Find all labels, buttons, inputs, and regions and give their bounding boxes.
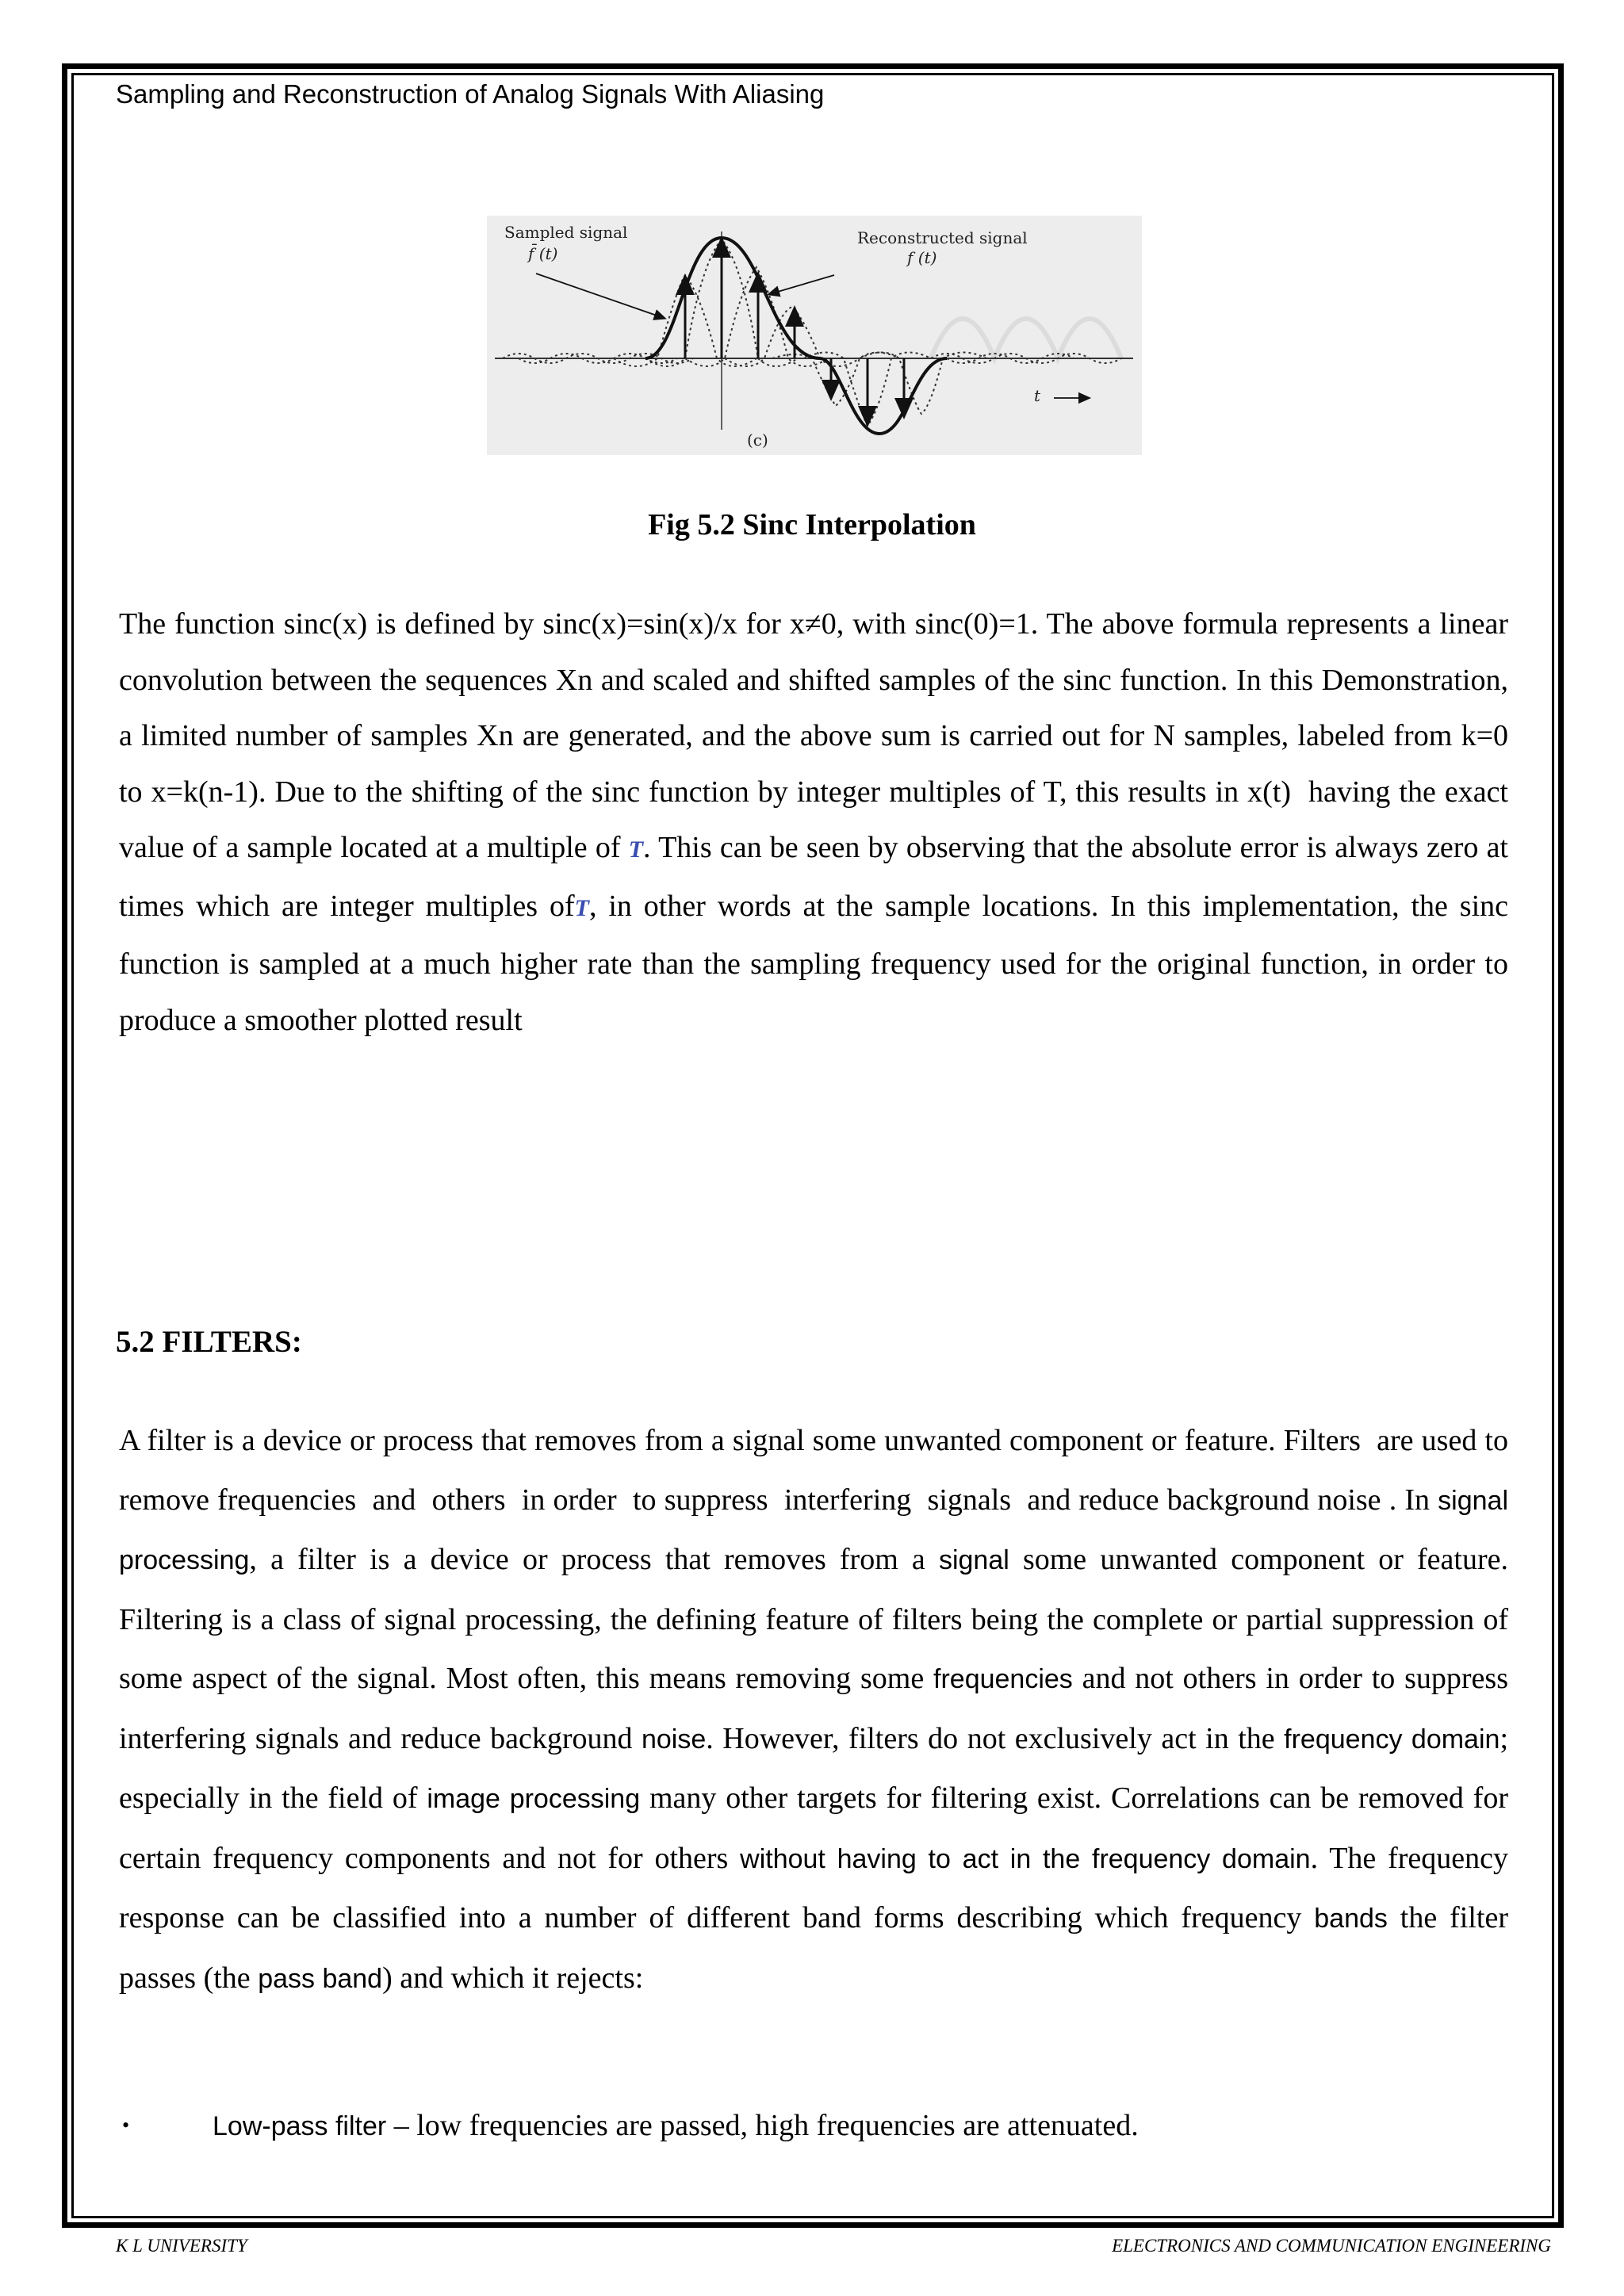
bullet-text bbox=[213, 2105, 1139, 2147]
reconstructed-curve bbox=[645, 238, 947, 434]
filters-text: ) and which it rejects: bbox=[382, 1961, 644, 1995]
linked-term: image processing bbox=[427, 1784, 641, 1814]
reconstructed-signal-label: Reconstructed signal bbox=[857, 228, 1028, 247]
bullet-term: Low-pass filter bbox=[213, 2111, 387, 2141]
filters-text: many other targets for filtering exist. Correlations can be removed for certain frequency components and not for others bbox=[119, 1781, 1508, 1875]
t-symbol: T bbox=[574, 894, 589, 921]
panel-label: (c) bbox=[747, 430, 768, 450]
filters-paragraph bbox=[119, 1411, 1508, 2008]
filters-text: , a filter is a device or process that removes from a bbox=[249, 1543, 939, 1576]
filters-text: ; especially in the field of bbox=[119, 1721, 1508, 1815]
filters-text: the filter passes (the bbox=[119, 1901, 1508, 1995]
sample-arrows bbox=[685, 246, 904, 418]
filters-text: . The frequency response can be classified into a number of different band forms describing which frequency bbox=[119, 1841, 1508, 1934]
filters-text: and not others in order to suppress interfering signals and reduce background bbox=[119, 1662, 1508, 1755]
sinc-plot bbox=[487, 216, 1142, 455]
t-symbol: T bbox=[628, 836, 644, 863]
sinc-paragraph-text-2: . This can be seen by observing that the absolute error is always zero at times which are integer multiples of bbox=[119, 831, 1508, 923]
bullet-description: – low frequencies are passed, high frequencies are attenuated. bbox=[386, 2109, 1139, 2142]
filters-text: . However, filters do not exclusively act in the bbox=[706, 1721, 1285, 1755]
sinc-paragraph-text-1: The function sinc(x) is defined by sinc(x)=sin(x)/x for x≠0, with sinc(0)=1. The above formula represents a linear convolution between the sequences Xn and scaled and shifted samples of the sinc function. In this Demonstration, a limited number of samples Xn are generated, and the above sum is carried out for N samples, labeled from k=0 to x=k(n-1). Due to the shifting of the sinc function by integer multiples of T, this results in x(t) having the exact value of a sample located at a multiple of bbox=[119, 607, 1508, 864]
sinc-lobes bbox=[503, 239, 1121, 426]
sinc-paragraph bbox=[119, 596, 1508, 1048]
figure-caption: Fig 5.2 Sinc Interpolation bbox=[648, 508, 976, 541]
bullet-icon: • bbox=[122, 2114, 130, 2137]
reconstructed-signal-symbol: f (t) bbox=[907, 248, 937, 267]
sampled-signal-label: Sampled signal bbox=[504, 223, 628, 242]
footer-left: K L UNIVERSITY bbox=[116, 2236, 247, 2256]
time-axis-label: t bbox=[1034, 386, 1041, 405]
linked-term: bands bbox=[1314, 1904, 1388, 1934]
sinc-paragraph-text-3: , in other words at the sample locations. In this implementation, the sinc function is sampled at a much higher rate than the sampling frequency used for the original function, in order to produce a smoother plotted result bbox=[119, 889, 1508, 1037]
linked-term: without having to act in the frequency domain bbox=[740, 1843, 1311, 1874]
running-header: Sampling and Reconstruction of Analog Signals With Aliasing bbox=[116, 79, 825, 109]
linked-term: signal processing bbox=[119, 1485, 1508, 1575]
filters-text: A filter is a device or process that removes from a signal some unwanted component or feature. Filters are used to remove frequencies and others in order to suppress interfering signals and reduce background noise . In bbox=[119, 1424, 1508, 1517]
section-heading: 5.2 FILTERS: bbox=[116, 1325, 302, 1359]
linked-term: pass band bbox=[258, 1963, 383, 1994]
linked-term: frequencies bbox=[933, 1664, 1073, 1694]
linked-term: noise bbox=[641, 1724, 707, 1755]
footer-right: ELECTRONICS AND COMMUNICATION ENGINEERING bbox=[1112, 2236, 1551, 2256]
linked-term: frequency domain bbox=[1284, 1724, 1500, 1755]
sampled-signal-symbol: f̄ (t) bbox=[528, 244, 558, 263]
filters-text: some unwanted component or feature. Filtering is a class of signal processing, the defining feature of filters being the complete or partial suppression of some aspect of the signal. Most often, this means removing some bbox=[119, 1543, 1508, 1695]
linked-term: signal bbox=[938, 1545, 1009, 1575]
sinc-interpolation-figure bbox=[487, 216, 1142, 455]
